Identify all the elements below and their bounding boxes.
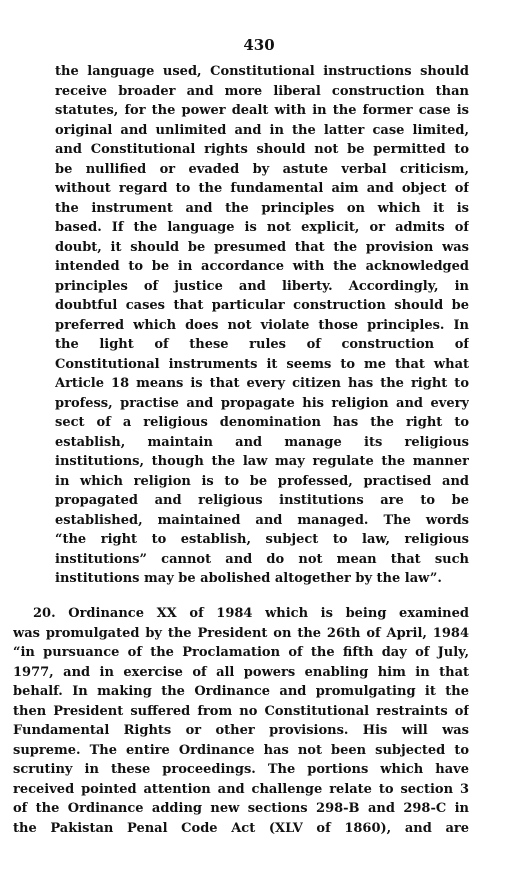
paragraph-line: supreme. The entire Ordinance has not been subjected to bbox=[13, 742, 469, 758]
paragraph-line: of the Ordinance adding new sections 298-B and 298-C in bbox=[13, 801, 469, 816]
quote-line: preferred which does not violate those principles. In bbox=[55, 317, 469, 333]
paragraph-line: then President suffered from no Constitutional restraints of bbox=[13, 703, 469, 719]
quote-line: be nullified or evaded by astute verbal criticism, bbox=[55, 161, 469, 177]
quote-line: profess, practise and propagate his religion and every bbox=[55, 395, 469, 411]
quoted-passage bbox=[55, 62, 469, 589]
paragraph-20 bbox=[13, 604, 469, 838]
quote-line: and Constitutional rights should not be permitted to bbox=[55, 142, 469, 157]
quote-line: without regard to the fundamental aim and object of bbox=[55, 181, 469, 196]
quote-line: institutions may be abolished altogether by the law”. bbox=[55, 571, 442, 586]
quote-line: propagated and religious institutions are to be bbox=[55, 493, 469, 508]
quote-line: “the right to establish, subject to law, religious bbox=[55, 532, 469, 547]
quote-line: the language used, Constitutional instructions should bbox=[55, 64, 469, 79]
quote-line: institutions” cannot and do not mean that such bbox=[55, 551, 469, 567]
quote-line: the instrument and the principles on which it is bbox=[55, 200, 469, 216]
quote-line: sect of a religious denomination has the right to bbox=[55, 415, 469, 430]
quote-line: doubt, it should be presumed that the provision was bbox=[55, 239, 469, 255]
quote-line: established, maintained and managed. The words bbox=[55, 512, 469, 528]
quote-line: Article 18 means is that every citizen has the right to bbox=[55, 376, 469, 391]
quote-line: in which religion is to be professed, practised and bbox=[55, 473, 469, 489]
paragraph-line: 20. Ordinance XX of 1984 which is being examined bbox=[33, 606, 469, 621]
quote-line: institutions, though the law may regulate the manner bbox=[55, 454, 469, 469]
quote-line: based. If the language is not explicit, or admits of bbox=[55, 220, 469, 235]
paragraph-line: the Pakistan Penal Code Act (XLV of 1860), and are bbox=[13, 820, 469, 836]
paragraph-line: 1977, and in exercise of all powers enabling him in that bbox=[13, 664, 469, 680]
paragraph-line: received pointed attention and challenge relate to section 3 bbox=[13, 781, 469, 797]
quote-line: intended to be in accordance with the acknowledged bbox=[55, 259, 469, 274]
paragraph-line: Fundamental Rights or other provisions. His will was bbox=[13, 723, 469, 738]
page-number: 430 bbox=[243, 36, 275, 54]
quote-line: receive broader and more liberal construction than bbox=[55, 83, 469, 99]
quote-line: Constitutional instruments it seems to me that what bbox=[55, 356, 469, 372]
quote-line: the light of these rules of construction of bbox=[55, 337, 469, 352]
paragraph-line: was promulgated by the President on the 26th of April, 1984 bbox=[13, 625, 469, 641]
quote-line: principles of justice and liberty. Accordingly, in bbox=[55, 278, 469, 294]
paragraph-line: behalf. In making the Ordinance and promulgating it the bbox=[13, 684, 469, 699]
quote-line: statutes, for the power dealt with in the former case is bbox=[55, 103, 469, 118]
quote-line: doubtful cases that particular construction should be bbox=[55, 298, 469, 313]
paragraph-line: “in pursuance of the Proclamation of the fifth day of July, bbox=[13, 645, 469, 660]
quote-line: original and unlimited and in the latter case limited, bbox=[55, 122, 469, 138]
quote-line: establish, maintain and manage its religious bbox=[55, 434, 469, 450]
paragraph-line: scrutiny in these proceedings. The portions which have bbox=[13, 762, 469, 777]
